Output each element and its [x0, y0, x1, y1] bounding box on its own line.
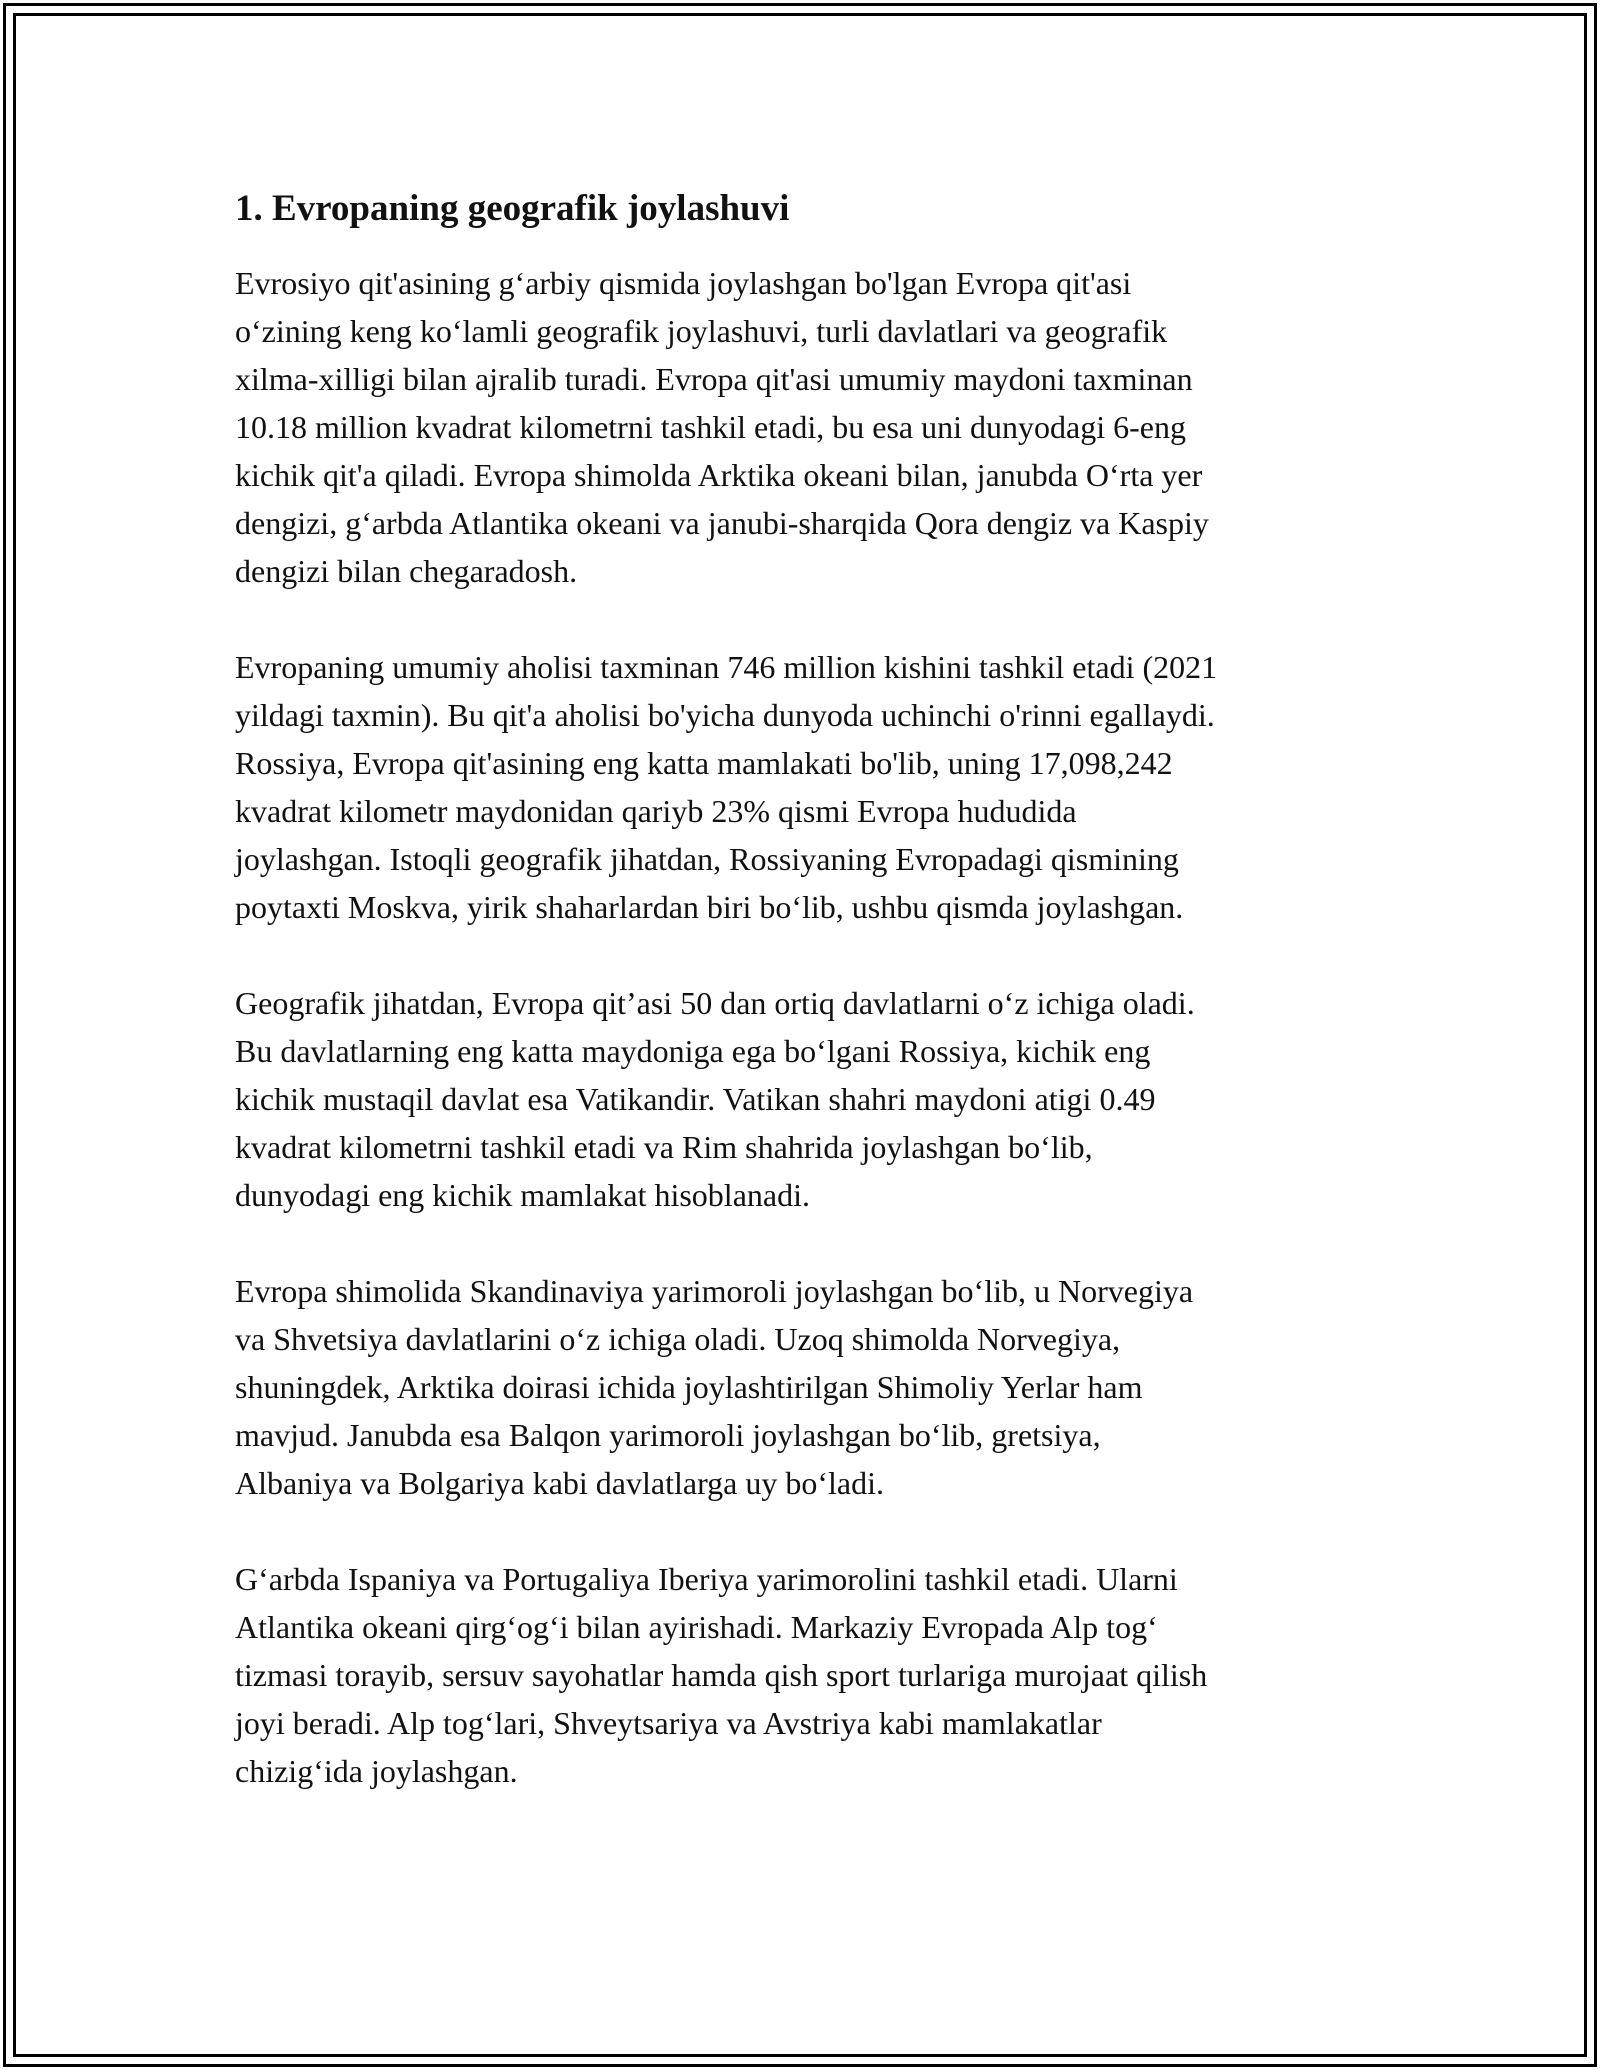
document-body — [235, 185, 1365, 1843]
paragraph-4: Evropa shimolida Skandinaviya yarimoroli joylashgan bo‘lib, u Norvegiya va Shvetsiya davlatlarini o‘z ichiga oladi. Uzoq shimolda Norvegiya, shuningdek, Arktika doirasi ichida joylashtirilgan Shimoliy Yerlar ham mavjud. Janubda esa Balqon yarimoroli joylashgan bo‘lib, gretsiya, Albaniya va Bolgariya kabi davlatlarga uy bo‘ladi. — [235, 1273, 1194, 1501]
paragraph-1: Evrosiyo qit'asining g‘arbiy qismida joylashgan bo'lgan Evropa qit'asi o‘zining keng ko‘lamli geografik joylashuvi, turli davlatlari va geografik xilma-xilligi bilan ajralib turadi. Evropa qit'asi umumiy maydoni taxminan 10.18 million kvadrat kilometrni tashkil etadi, bu esa uni dunyodagi 6-eng kichik qit'a qiladi. Evropa shimolda Arktika okeani bilan, janubda O‘rta yer dengizi, g‘arbda Atlantika okeani va janubi-sharqida Qora dengiz va Kaspiy dengizi bilan chegaradosh. — [235, 265, 1209, 589]
section-heading: 1. Evropaning geografik joylashuvi — [235, 188, 790, 229]
paragraph-5: G‘arbda Ispaniya va Portugaliya Iberiya yarimorolini tashkil etadi. Ularni Atlantika okeani qirg‘og‘i bilan ayirishadi. Markaziy Evropada Alp tog‘ tizmasi torayib, sersuv sayohatlar hamda qish sport turlariga murojaat qilish joyi beradi. Alp tog‘lari, Shveytsariya va Avstriya kabi mamlakatlar chizig‘ida joylashgan. — [235, 1561, 1208, 1789]
paragraph-3: Geografik jihatdan, Evropa qit’asi 50 dan ortiq davlatlarni o‘z ichiga oladi. Bu davlatlarning eng katta maydoniga ega bo‘lgani Rossiya, kichik eng kichik mustaqil davlat esa Vatikandir. Vatikan shahri maydoni atigi 0.49 kvadrat kilometrni tashkil etadi va Rim shahrida joylashgan bo‘lib, dunyodagi eng kichik mamlakat hisoblanadi. — [235, 985, 1195, 1213]
paragraph-2: Evropaning umumiy aholisi taxminan 746 million kishini tashkil etadi (2021 yildagi taxmin). Bu qit'a aholisi bo'yicha dunyoda uchinchi o'rinni egallaydi. Rossiya, Evropa qit'asining eng katta mamlakati bo'lib, uning 17,098,242 kvadrat kilometr maydonidan qariyb 23% qismi Evropa hududida joylashgan. Istoqli geografik jihatdan, Rossiyaning Evropadagi qismining poytaxti Moskva, yirik shaharlardan biri bo‘lib, ushbu qismda joylashgan. — [235, 649, 1218, 925]
